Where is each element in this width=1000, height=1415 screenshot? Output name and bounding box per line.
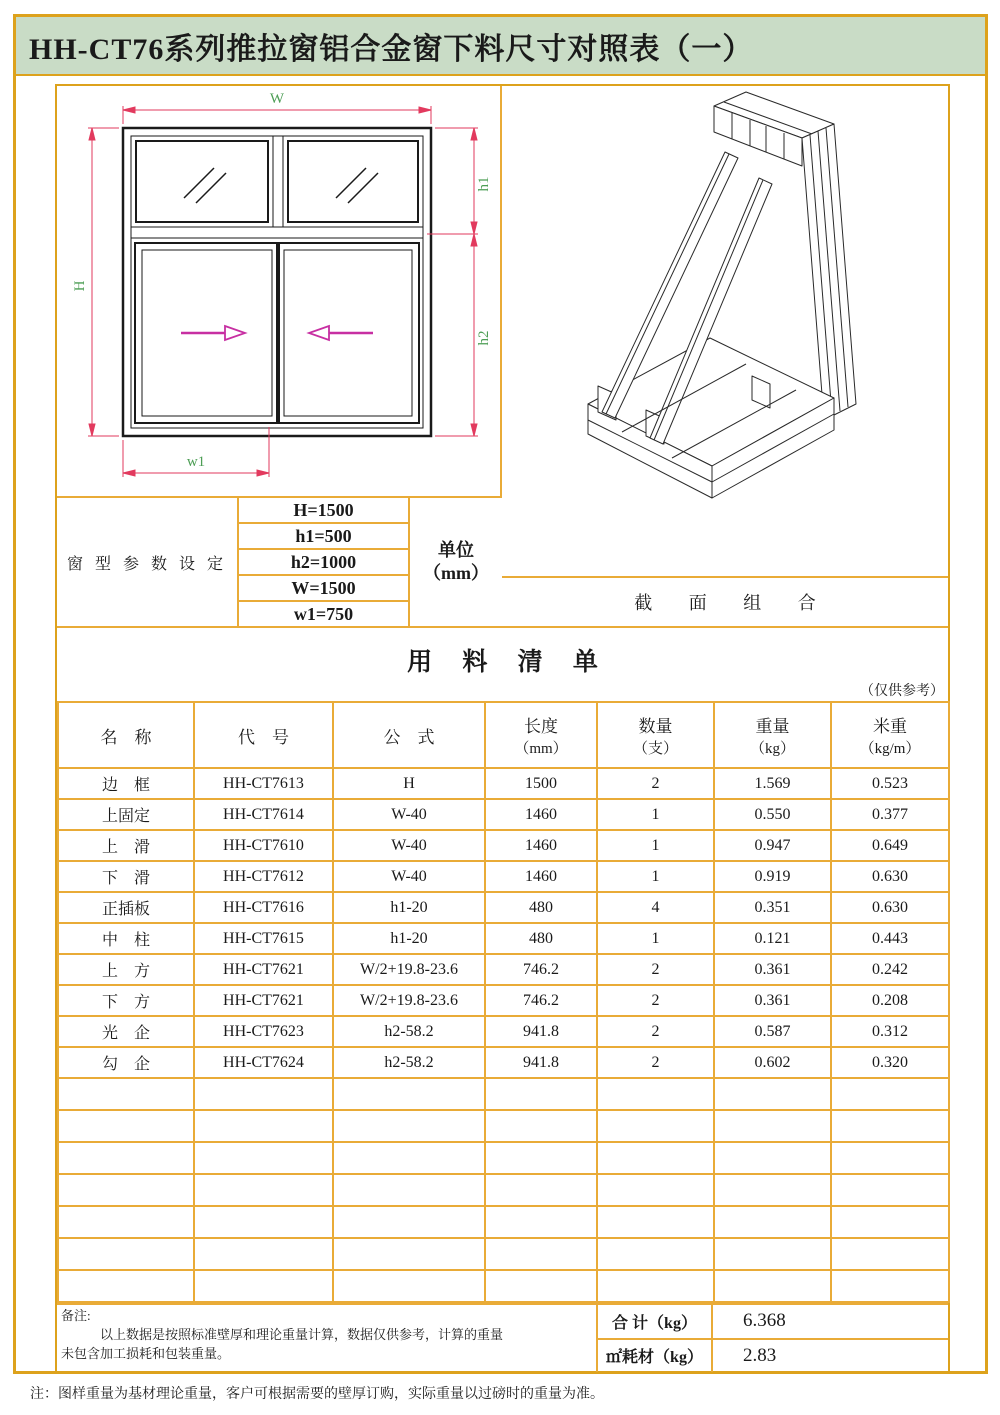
table-cell: 0.630 [831, 892, 949, 923]
empty-cell [597, 1078, 714, 1110]
table-cell: 0.121 [714, 923, 831, 954]
empty-cell [194, 1142, 333, 1174]
table-cell: 1500 [485, 768, 597, 799]
empty-cell [194, 1110, 333, 1142]
param-h1: h1=500 [239, 524, 408, 550]
empty-cell [597, 1238, 714, 1270]
content-table [55, 84, 950, 1374]
table-cell: W-40 [333, 830, 485, 861]
table-cell: 0.361 [714, 954, 831, 985]
col-formula: 公 式 [333, 702, 485, 768]
empty-row [58, 1270, 949, 1302]
remark-cell [57, 1305, 598, 1372]
empty-cell [485, 1174, 597, 1206]
table-cell: 0.377 [831, 799, 949, 830]
totals [598, 1305, 948, 1372]
unit-cell [410, 498, 502, 626]
table-cell: 光 企 [58, 1016, 194, 1047]
col-weight: 重量 （kg） [714, 702, 831, 768]
unit-label: 单位 [438, 539, 474, 560]
section-view-caption: 截 面 组 合 [502, 576, 948, 626]
empty-cell [333, 1110, 485, 1142]
table-cell: h2-58.2 [333, 1047, 485, 1078]
table-cell: HH-CT7614 [194, 799, 333, 830]
empty-cell [333, 1270, 485, 1302]
table-cell: HH-CT7613 [194, 768, 333, 799]
col-quantity: 数量 （支） [597, 702, 714, 768]
table-cell: W/2+19.8-23.6 [333, 954, 485, 985]
empty-cell [485, 1206, 597, 1238]
empty-cell [58, 1142, 194, 1174]
empty-row [58, 1238, 949, 1270]
empty-cell [485, 1238, 597, 1270]
table-cell: 0.320 [831, 1047, 949, 1078]
table-cell: 0.361 [714, 985, 831, 1016]
empty-cell [597, 1174, 714, 1206]
unit-value: （mm） [423, 563, 489, 583]
table-cell: 1460 [485, 861, 597, 892]
dim-label-h1: h1 [476, 176, 492, 192]
dim-label-w: W [269, 91, 285, 107]
table-cell: W/2+19.8-23.6 [333, 985, 485, 1016]
material-list-table [57, 701, 950, 1303]
empty-cell [485, 1078, 597, 1110]
table-cell: h1-20 [333, 923, 485, 954]
total-value: 6.368 [743, 1310, 786, 1332]
table-row [58, 954, 949, 985]
table-cell: 480 [485, 892, 597, 923]
empty-cell [333, 1142, 485, 1174]
empty-cell [831, 1110, 949, 1142]
param-h2: h2=1000 [239, 550, 408, 576]
table-cell: 0.523 [831, 768, 949, 799]
table-cell: 上固定 [58, 799, 194, 830]
table-cell: 0.312 [831, 1016, 949, 1047]
empty-cell [831, 1270, 949, 1302]
empty-cell [58, 1206, 194, 1238]
param-H: H=1500 [239, 498, 408, 524]
empty-cell [714, 1238, 831, 1270]
window-diagram-panel [57, 86, 502, 498]
empty-cell [58, 1270, 194, 1302]
table-cell: W-40 [333, 799, 485, 830]
col-name: 名 称 [58, 702, 194, 768]
per-sqm-value: 2.83 [743, 1344, 777, 1366]
empty-cell [333, 1206, 485, 1238]
table-cell: 正插板 [58, 892, 194, 923]
table-cell: HH-CT7610 [194, 830, 333, 861]
table-cell: 上 滑 [58, 830, 194, 861]
empty-cell [714, 1110, 831, 1142]
table-row [58, 923, 949, 954]
table-cell: h1-20 [333, 892, 485, 923]
reference-only-note: （仅供参考） [860, 684, 944, 699]
table-cell: HH-CT7616 [194, 892, 333, 923]
parameter-table-label: 窗 型 参 数 设 定 [57, 498, 239, 626]
section-view-panel [502, 86, 948, 626]
table-row [58, 1016, 949, 1047]
table-cell: 0.242 [831, 954, 949, 985]
material-rows [58, 768, 949, 1302]
empty-cell [58, 1078, 194, 1110]
empty-cell [597, 1142, 714, 1174]
empty-cell [194, 1078, 333, 1110]
title-bar [16, 17, 985, 76]
material-list-header [58, 702, 949, 768]
table-cell: HH-CT7615 [194, 923, 333, 954]
remark-line2: 未包含加工损耗和包装重量。 [61, 1345, 231, 1361]
empty-cell [714, 1142, 831, 1174]
table-row [58, 768, 949, 799]
empty-cell [714, 1270, 831, 1302]
col-meter-weight: 米重 （kg/m） [831, 702, 949, 768]
empty-cell [58, 1174, 194, 1206]
table-cell: 4 [597, 892, 714, 923]
per-sqm-label: ㎡耗材（kg） [598, 1340, 713, 1373]
empty-cell [597, 1206, 714, 1238]
table-cell: H [333, 768, 485, 799]
col-code: 代 号 [194, 702, 333, 768]
table-row [58, 830, 949, 861]
table-row [58, 1047, 949, 1078]
table-cell: 2 [597, 954, 714, 985]
table-cell: 0.602 [714, 1047, 831, 1078]
table-cell: 1 [597, 799, 714, 830]
table-cell: 1.569 [714, 768, 831, 799]
param-W: W=1500 [239, 576, 408, 602]
material-list-title: 用 料 清 单 [407, 649, 610, 676]
empty-cell [714, 1078, 831, 1110]
table-cell: 0.351 [714, 892, 831, 923]
table-cell: 0.947 [714, 830, 831, 861]
table-cell: 下 方 [58, 985, 194, 1016]
empty-cell [194, 1270, 333, 1302]
empty-cell [831, 1238, 949, 1270]
parameter-table [57, 498, 502, 626]
empty-cell [831, 1174, 949, 1206]
table-cell: 下 滑 [58, 861, 194, 892]
table-cell: HH-CT7623 [194, 1016, 333, 1047]
empty-cell [58, 1110, 194, 1142]
table-cell: 0.550 [714, 799, 831, 830]
empty-cell [597, 1110, 714, 1142]
table-cell: 勾 企 [58, 1047, 194, 1078]
table-row [58, 892, 949, 923]
empty-cell [485, 1270, 597, 1302]
empty-cell [194, 1206, 333, 1238]
table-cell: 2 [597, 1047, 714, 1078]
table-cell: 746.2 [485, 985, 597, 1016]
empty-row [58, 1206, 949, 1238]
table-cell: 1 [597, 861, 714, 892]
dim-label-h: H [72, 280, 88, 292]
table-cell: HH-CT7624 [194, 1047, 333, 1078]
section-view-drawing [502, 86, 948, 574]
param-w1: w1=750 [293, 603, 354, 624]
table-cell: 0.630 [831, 861, 949, 892]
table-cell: 0.208 [831, 985, 949, 1016]
window-diagram [57, 86, 498, 494]
table-cell: 941.8 [485, 1047, 597, 1078]
table-cell: 941.8 [485, 1016, 597, 1047]
empty-cell [597, 1270, 714, 1302]
total-label: 合 计（kg） [598, 1305, 713, 1338]
table-row [58, 861, 949, 892]
material-list-title-area [57, 626, 948, 701]
dim-label-h2: h2 [476, 330, 492, 346]
total-row [598, 1305, 948, 1340]
table-cell: 1 [597, 830, 714, 861]
table-cell: HH-CT7612 [194, 861, 333, 892]
table-cell: 746.2 [485, 954, 597, 985]
table-cell: 中 柱 [58, 923, 194, 954]
dim-label-w1: w1 [186, 454, 206, 470]
table-cell: W-40 [333, 861, 485, 892]
table-cell: 0.649 [831, 830, 949, 861]
table-cell: 1460 [485, 799, 597, 830]
empty-cell [194, 1174, 333, 1206]
table-cell: HH-CT7621 [194, 985, 333, 1016]
table-cell: 1 [597, 923, 714, 954]
table-cell: 1460 [485, 830, 597, 861]
table-cell: 上 方 [58, 954, 194, 985]
empty-row [58, 1078, 949, 1110]
empty-cell [485, 1142, 597, 1174]
parameter-values [239, 498, 410, 626]
empty-cell [194, 1238, 333, 1270]
table-cell: 0.587 [714, 1016, 831, 1047]
empty-cell [714, 1174, 831, 1206]
col-length: 长度 （mm） [485, 702, 597, 768]
table-cell: 0.919 [714, 861, 831, 892]
table-cell: 2 [597, 985, 714, 1016]
empty-cell [333, 1174, 485, 1206]
table-cell: 2 [597, 1016, 714, 1047]
empty-row [58, 1174, 949, 1206]
table-cell: h2-58.2 [333, 1016, 485, 1047]
empty-cell [333, 1078, 485, 1110]
empty-row [58, 1142, 949, 1174]
summary-section [57, 1303, 948, 1372]
empty-cell [333, 1238, 485, 1270]
empty-cell [831, 1142, 949, 1174]
per-sqm-row [598, 1340, 948, 1373]
table-row [58, 985, 949, 1016]
page-title: HH-CT76系列推拉窗铝合金窗下料尺寸对照表（一） [29, 32, 754, 66]
footnote: 注：图样重量为基材理论重量，客户可根据需要的壁厚订购，实际重量以过磅时的重量为准。 [30, 1387, 604, 1402]
empty-cell [58, 1238, 194, 1270]
table-cell: 边 框 [58, 768, 194, 799]
remark-line1: 以上数据是按照标准壁厚和理论重量计算，数据仅供参考，计算的重量 [100, 1326, 504, 1342]
empty-cell [831, 1206, 949, 1238]
empty-row [58, 1110, 949, 1142]
empty-cell [485, 1110, 597, 1142]
empty-cell [831, 1078, 949, 1110]
empty-cell [714, 1206, 831, 1238]
table-cell: 480 [485, 923, 597, 954]
table-cell: HH-CT7621 [194, 954, 333, 985]
remark-label: 备注: [61, 1308, 91, 1323]
table-row [58, 799, 949, 830]
table-cell: 0.443 [831, 923, 949, 954]
table-cell: 2 [597, 768, 714, 799]
